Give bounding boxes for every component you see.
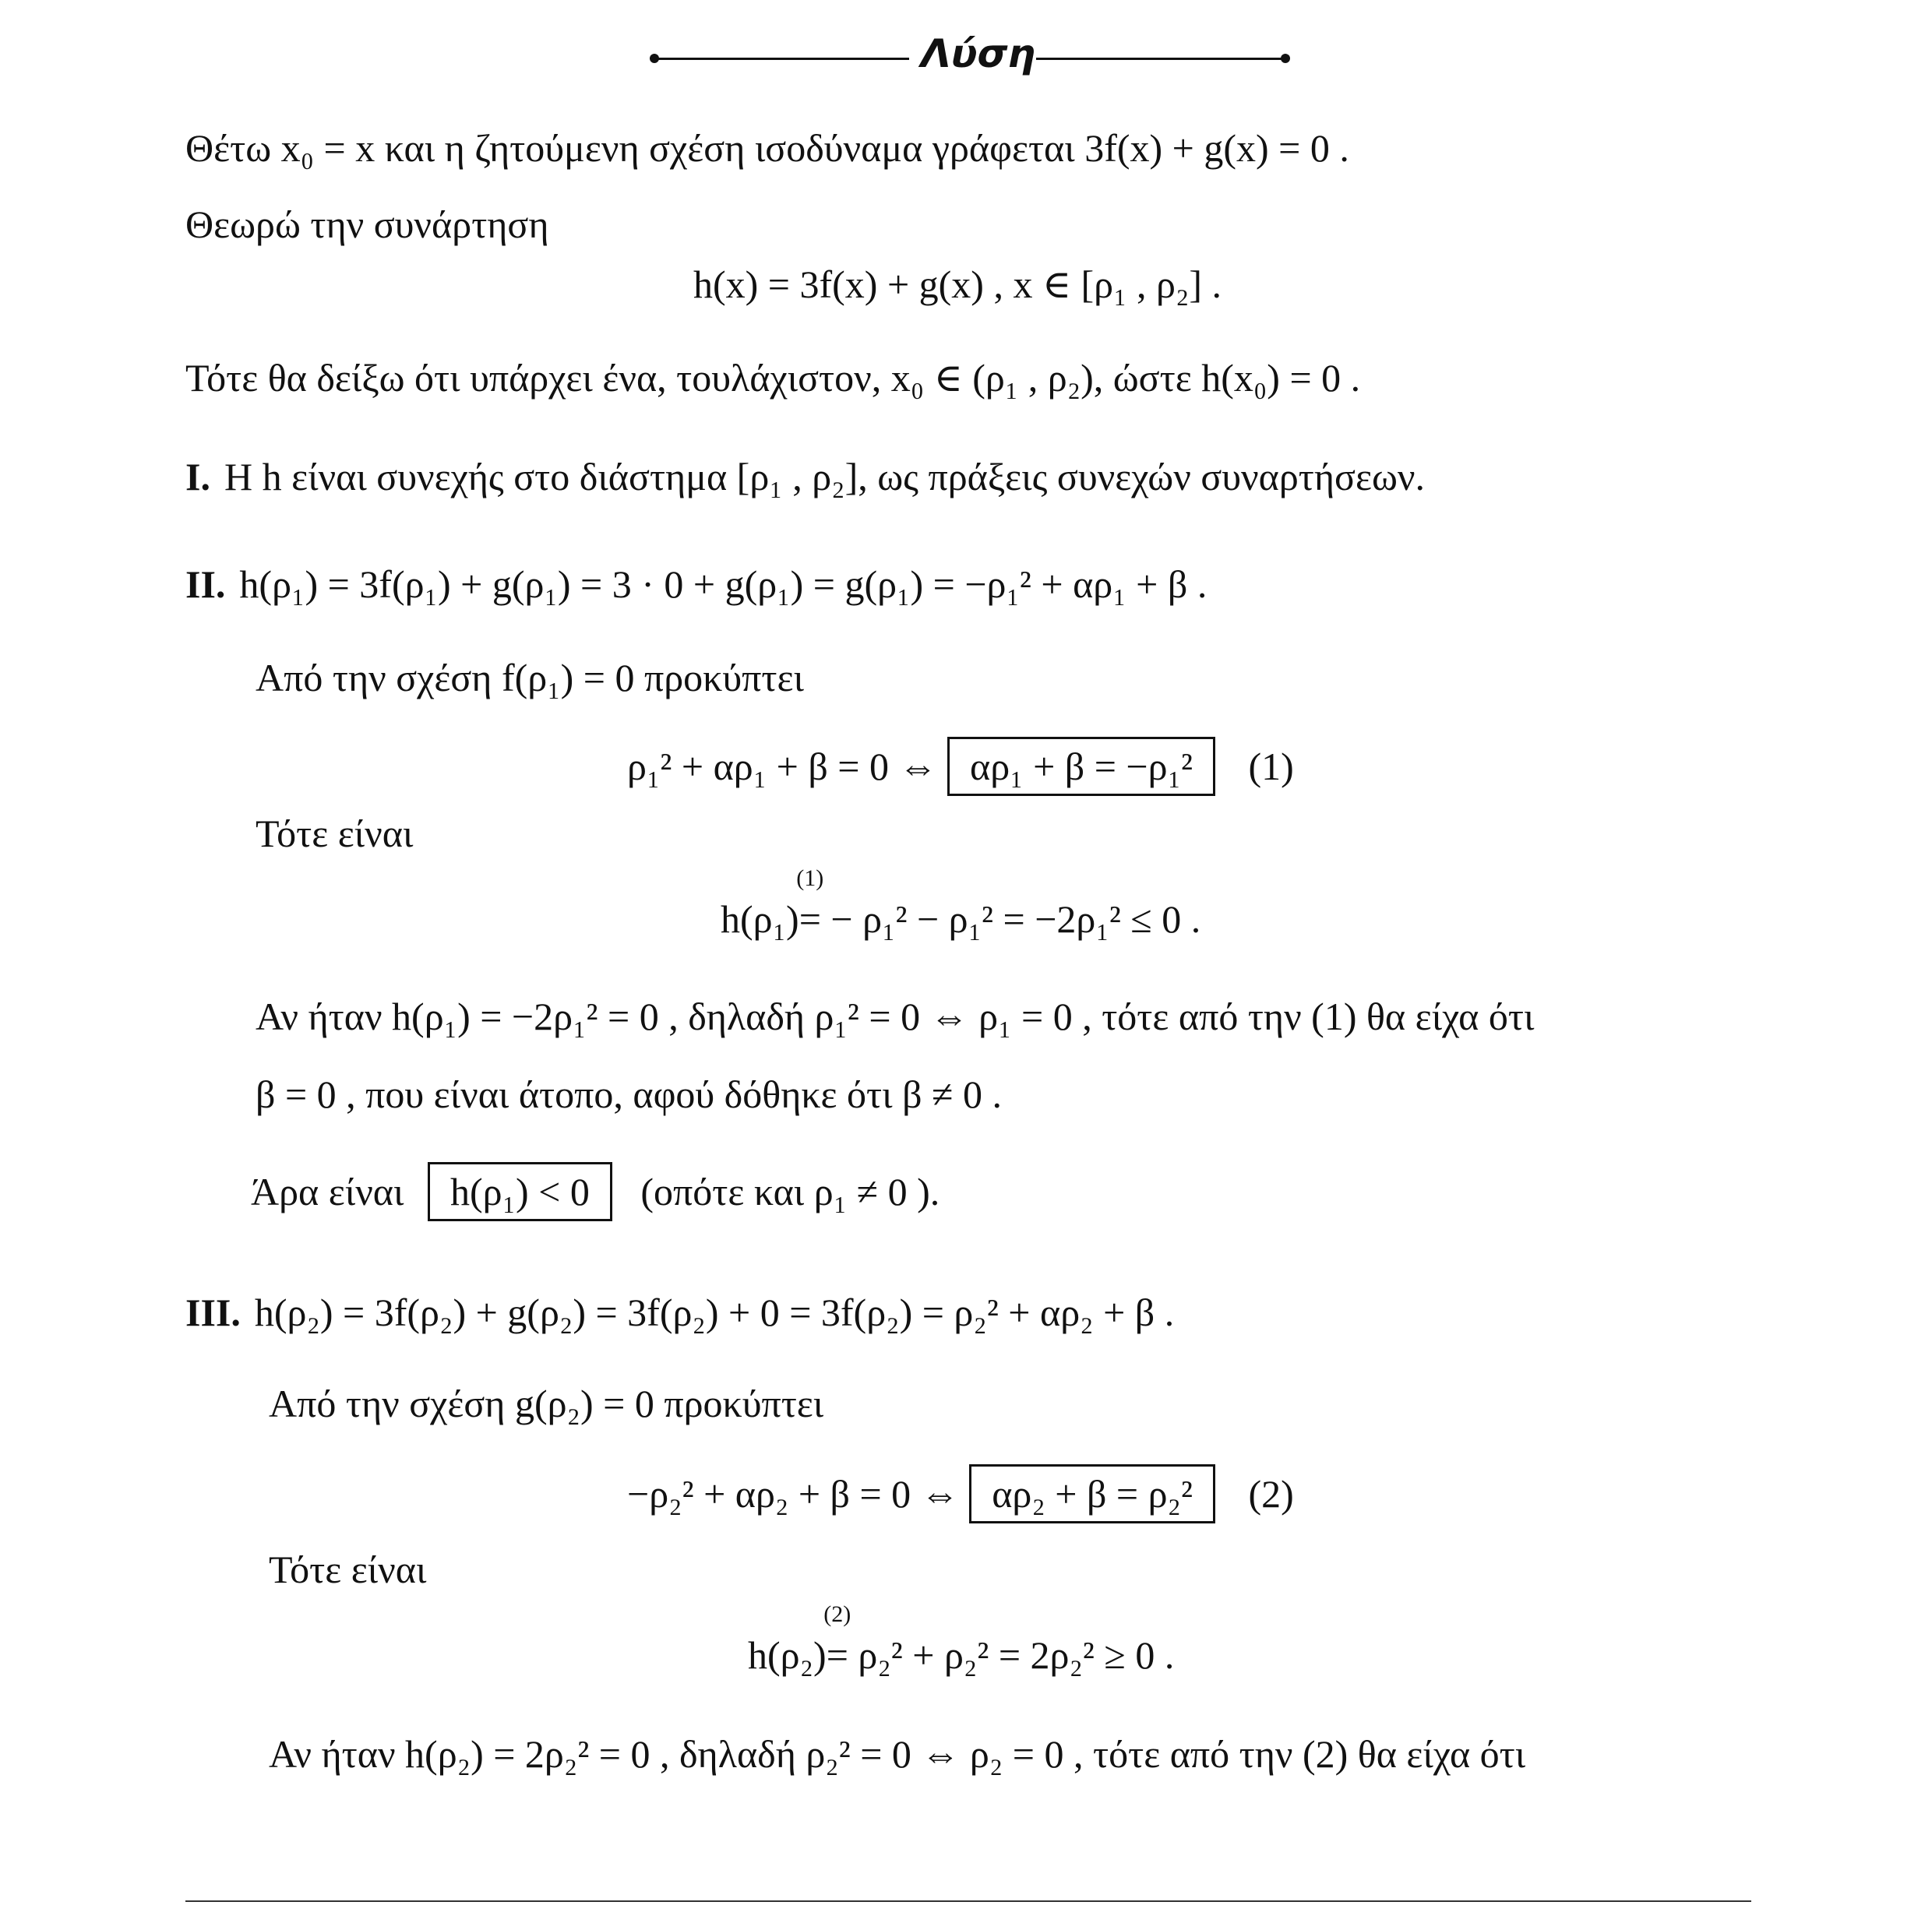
boxed-equation: αρ₂ + β = ρ₂² [969, 1464, 1215, 1523]
solution-header [647, 31, 1293, 86]
equation-line [748, 1601, 1175, 1678]
equation-text: ρ₂² + ρ₂² = 2ρ₂² ≥ 0 . [848, 1633, 1175, 1677]
equation-text: − ρ₁² − ρ₁² = −2ρ₁² ≤ 0 . [820, 897, 1201, 941]
text-line: Τότε θα δείξω ότι υπάρχει ένα, τουλάχιστον, x₀ ∈ (ρ₁ , ρ₂), ώστε h(x₀) = 0 . [185, 356, 1361, 400]
equation-line [721, 865, 1201, 942]
item-label: II. [185, 562, 226, 606]
header-title: Λύση [921, 31, 1035, 76]
equation-ref: (1) [1248, 745, 1294, 788]
equation-text: h(ρ₁) [721, 897, 799, 941]
item-II [185, 561, 1207, 608]
text-line: Τότε είναι [256, 812, 414, 855]
item-text: h(ρ₂) = 3f(ρ₂) + g(ρ₂) = 3f(ρ₂) + 0 = 3f(ρ₂) = ρ₂² + αρ₂ + β . [254, 1291, 1175, 1334]
annotated-equals [823, 1601, 851, 1678]
text-line: β = 0 , που είναι άτοπο, αφού δόθηκε ότι β ≠ 0 . [256, 1072, 1002, 1116]
boxed-result: h(ρ₁) < 0 [428, 1162, 612, 1221]
equation-line [627, 737, 1294, 796]
equation-ref: (2) [1248, 1472, 1294, 1516]
text-line: Τότε είναι [269, 1548, 427, 1591]
equation-text: h(ρ₂) [748, 1633, 827, 1677]
header-rule-left [656, 58, 909, 60]
equation-text: −ρ₂² + αρ₂ + β = 0 ⇔ [627, 1472, 960, 1516]
item-label: I. [185, 455, 210, 498]
item-I [185, 453, 1425, 500]
header-rule-right [1036, 58, 1284, 60]
equation-line: h(x) = 3f(x) + g(x) , x ∈ [ρ₁ , ρ₂] . [693, 262, 1222, 306]
text-line: Από την σχέση g(ρ₂) = 0 προκύπτει [269, 1382, 824, 1425]
header-dot-right [1281, 54, 1290, 63]
text-line: Από την σχέση f(ρ₁) = 0 προκύπτει [256, 656, 804, 699]
text-line: Αν ήταν h(ρ₂) = 2ρ₂² = 0 , δηλαδή ρ₂² = 0 ⇔ ρ₂ = 0 , τότε από την (2) θα είχα ότι [269, 1732, 1526, 1776]
equals-annotation: (1) [796, 865, 824, 891]
conclusion-note: (οπότε και ρ₁ ≠ 0 ). [640, 1170, 940, 1213]
equation-line [627, 1464, 1294, 1523]
equals-sign: = [799, 897, 821, 941]
text-line: Θεωρώ την συνάρτηση [185, 203, 549, 246]
item-text: Η h είναι συνεχής στο διάστημα [ρ₁ , ρ₂], ως πράξεις συνεχών συναρτήσεων. [224, 455, 1425, 498]
equals-annotation: (2) [823, 1601, 851, 1627]
text-line: Θέτω x₀ = x και η ζητούμενη σχέση ισοδύναμα γράφεται 3f(x) + g(x) = 0 . [185, 126, 1349, 170]
equation-text: ρ₁² + αρ₁ + β = 0 ⇔ [627, 745, 938, 788]
conclusion-line [251, 1162, 940, 1221]
footer-rule [185, 1900, 1751, 1902]
equals-sign: = [826, 1633, 848, 1677]
item-text: h(ρ₁) = 3f(ρ₁) + g(ρ₁) = 3 · 0 + g(ρ₁) = g(ρ₁) = −ρ₁² + αρ₁ + β . [239, 562, 1208, 606]
boxed-equation: αρ₁ + β = −ρ₁² [947, 737, 1215, 796]
item-III [185, 1289, 1174, 1336]
annotated-equals [796, 865, 824, 942]
item-label: III. [185, 1291, 241, 1334]
conclusion-text: Άρα είναι [251, 1170, 404, 1213]
text-line: Αν ήταν h(ρ₁) = −2ρ₁² = 0 , δηλαδή ρ₁² = 0 ⇔ ρ₁ = 0 , τότε από την (1) θα είχα ότι [256, 995, 1535, 1038]
